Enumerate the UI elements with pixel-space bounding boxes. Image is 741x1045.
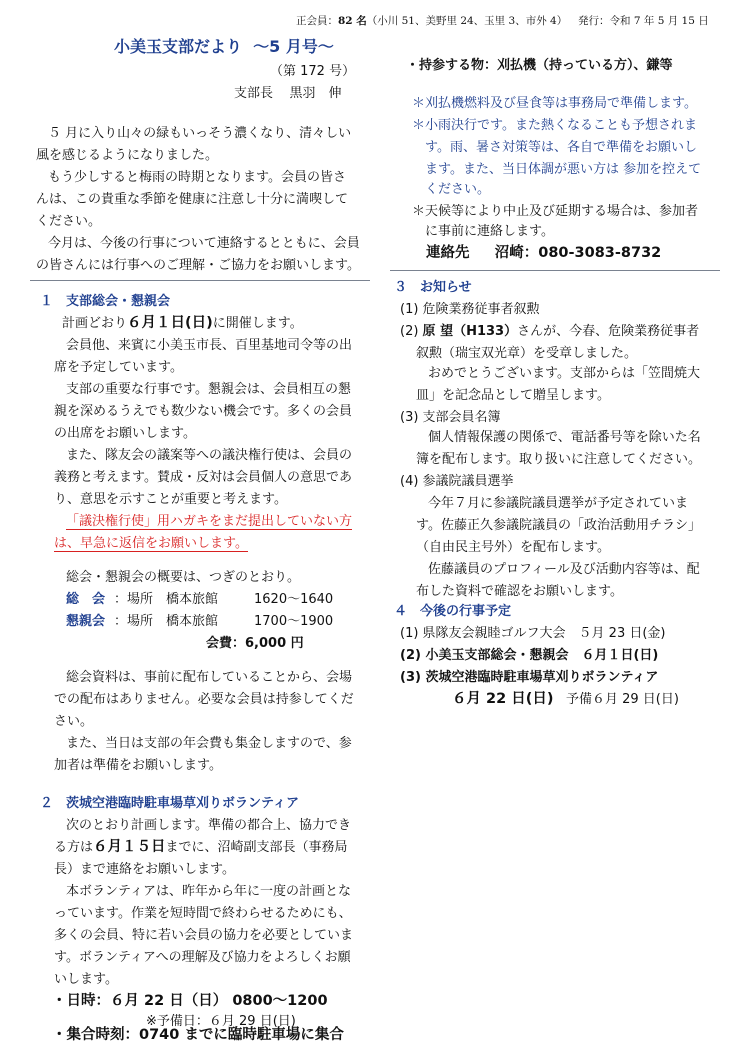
intro-line: ください。 — [36, 214, 102, 229]
s1-line: 会員他、来賓に小美玉市長、百里基地司令等の出 — [66, 338, 353, 353]
s2-datetime: ・日時：６月 22 日（日） 0800～1200 — [52, 993, 328, 1009]
s1-mat-line: さい。 — [54, 714, 94, 729]
note-line: ＊刈払機燃料及び昼食等は事務局で準備します。 — [412, 96, 697, 111]
s2-bring: ・持参する物：刈払機（持っている方）、鎌等 — [406, 58, 673, 73]
s3-item2-name: 原 望（H133） — [422, 324, 518, 339]
sched-place: ：場所 橋本旅館 — [114, 614, 219, 629]
s2-line: 多くの会員、特に若い会員の協力を必要としていま — [54, 928, 354, 943]
s3-line: 簿を配布します。取り扱いに注意してください。 — [416, 452, 701, 467]
title-text: 小美玉支部だより — [114, 37, 243, 56]
intro-line: ５ 月に入り山々の緑もいっそう濃くなり、清々しい — [48, 126, 352, 141]
intro-line: 今月は、今後の行事について連絡するとともに、会員 — [48, 236, 360, 251]
intro-line: もう少しすると梅雨の時期となります。会員の皆さ — [48, 170, 346, 185]
sched-label: 懇親会 — [66, 614, 106, 629]
s2-deadline-line — [54, 840, 348, 855]
s3-item2-no: (2) — [400, 324, 423, 339]
intro-line: の皆さんには行事へのご理解・ご協力をお願いします。 — [36, 258, 360, 273]
s3-item: (1) 危険業務従事者叙勲 — [400, 302, 540, 317]
intro-line: んは、この貴重な季節を健康に注意し十分に満喫して — [36, 192, 349, 207]
sched-time: 1700～1900 — [254, 614, 334, 629]
intro-line: 風を感じるようになりました。 — [36, 148, 219, 163]
s2-post: までに、沼崎副支部長（事務局 — [165, 840, 348, 855]
sched-row-party — [66, 614, 333, 629]
note-line: ください。 — [412, 182, 491, 197]
s3-line: 皿」を記念品として贈呈します。 — [416, 388, 610, 403]
note-line: に事前に連絡します。 — [412, 224, 554, 239]
event3-backup: 予備６月 29 日(日) — [565, 692, 679, 707]
s2-contact — [426, 246, 661, 261]
s3-line: す。佐藤正久参議院議員の「政治活動用チラシ」 — [416, 518, 701, 533]
s3-line: 今年７月に参議院議員選挙が予定されていま — [428, 496, 689, 511]
fee: 会費：6,000 円 — [206, 636, 304, 651]
s1-line: 支部の重要な行事です。懇親会は、会員相互の懇 — [66, 382, 351, 397]
note-line: す。雨、暑さ対策等は、各自で準備をお願いし — [412, 140, 697, 155]
s1-line: 親を深めるうえでも数少ない機会です。多くの会員 — [54, 404, 352, 419]
s1-date: ６月１日(日) — [127, 315, 213, 331]
event-item: (1) 県隊友会親睦ゴルフ大会 ５月 23 日(金) — [400, 626, 666, 641]
s3-line: 個人情報保護の関係で、電話番号等を除いた名 — [428, 430, 701, 445]
s1-line: また、隊友会の議案等への議決権行使は、会員の — [66, 448, 353, 463]
s2-backup: ※予備日：６月 29 日(日) — [146, 1014, 296, 1029]
s1-line: の出席をお願いします。 — [54, 426, 196, 441]
author-role: 支部長 — [234, 86, 274, 101]
s2-line: っています。作業を短時間で終わらせるためにも、 — [54, 906, 352, 921]
members-detail: （小川 51、美野里 24、玉里 3、市外 4） — [366, 15, 568, 27]
members-label: 正会員： — [296, 15, 338, 27]
s3-line: （自由民主号外）を配布します。 — [416, 540, 610, 555]
s3-item: (3) 支部会員名簿 — [400, 410, 501, 425]
author-name: 黒羽 伸 — [289, 86, 342, 101]
issue-number: （第 172 号） — [270, 64, 356, 79]
contact-label: 連絡先 — [426, 245, 470, 261]
s1-post: に開催します。 — [212, 316, 303, 331]
s2-pre: る方は — [54, 840, 94, 855]
header-line — [296, 14, 567, 29]
red-notice-line: 「議決権行使」用ハガキをまだ提出していない方 — [66, 514, 353, 529]
event3-date: ６月 22 日(日) — [452, 691, 554, 707]
red-notice-line: は、早急に返信をお願いします。 — [54, 536, 248, 551]
author — [234, 86, 342, 101]
section2-heading: ２ 茨城空港臨時駐車場草刈りボランティア — [40, 796, 299, 811]
s1-mat-line: また、当日は支部の年会費も集金しますので、参 — [66, 736, 352, 751]
s3-line: 布した資料で確認をお願いします。 — [416, 584, 623, 599]
divider — [30, 280, 370, 281]
event-item: (2) 小美玉支部総会・懇親会 ６月１日(日) — [400, 648, 659, 663]
s2-line: 次のとおり計画します。準備の都合上、協力でき — [66, 818, 351, 833]
s3-item: (4) 参議院議員選挙 — [400, 474, 514, 489]
s1-pre: 計画どおり — [62, 316, 128, 331]
newsletter-title — [114, 38, 334, 56]
s1-line: り、意思を示すことが重要と考えます。 — [54, 492, 287, 507]
s3-line: おめでとうございます。支部からは「笠間焼大 — [428, 366, 700, 381]
members-count: 82 名 — [338, 15, 367, 27]
s2-line: いします。 — [54, 972, 118, 987]
note-line: ます。また、当日体調が悪い方は 参加を控えて — [412, 162, 702, 177]
section3-heading: ３ お知らせ — [394, 280, 472, 295]
s1-mat-line: 加者は準備をお願いします。 — [54, 758, 222, 773]
section1-schedule-line — [62, 316, 303, 331]
note-line: ＊小雨決行です。また熱くなることも予想されま — [412, 118, 697, 133]
s2-line: 本ボランティアは、昨年から年に一度の計画とな — [66, 884, 351, 899]
section4-heading: ４ 今後の行事予定 — [394, 604, 512, 619]
sched-place: ：場所 橋本旅館 — [114, 592, 219, 607]
s1-mat-line: 総会資料は、事前に配布していることから、会場 — [66, 670, 353, 685]
sched-row-meeting — [66, 592, 333, 607]
s3-line: 叙勲（瑞宝双光章）を受章しました。 — [416, 346, 638, 361]
sched-label: 総 会 — [66, 592, 106, 607]
s3-item2-rest: さんが、今春、危険業務従事者 — [517, 324, 700, 339]
s2-line: す。ボランティアへの理解及び協力をよろしくお願 — [54, 950, 351, 965]
s2-line: 長）まで連絡をお願いします。 — [54, 862, 235, 877]
s1-line: 席を予定しています。 — [54, 360, 183, 375]
s1-mat-line: での配布はありません。必要な会員は持参してくだ — [54, 692, 354, 707]
note-line: ＊天候等により中止及び延期する場合は、参加者 — [412, 204, 699, 219]
divider — [390, 270, 720, 271]
s2-deadline: ６月１５日 — [93, 839, 166, 855]
outline-intro: 総会・懇親会の概要は、つぎのとおり。 — [66, 570, 301, 585]
s2-gather: ・集合時刻：0740 までに臨時駐車場に集合 — [52, 1027, 344, 1043]
section1-heading: １ 支部総会・懇親会 — [40, 294, 171, 309]
event-item: (3) 茨城空港臨時駐車場草刈りボランティア — [400, 670, 659, 685]
contact-value: 沼崎：080-3083-8732 — [494, 245, 662, 261]
sched-time: 1620～1640 — [254, 592, 334, 607]
s1-line: 義務と考えます。賛成・反対は会員個人の意思であ — [54, 470, 352, 485]
s3-item2 — [400, 324, 699, 339]
title-month: ～5 月号～ — [253, 37, 334, 56]
event3-dates — [452, 692, 679, 707]
issue-date: 発行：令和 7 年 5 月 15 日 — [578, 15, 709, 27]
s3-line: 佐藤議員のプロフィール及び活動内容等は、配 — [428, 562, 700, 577]
